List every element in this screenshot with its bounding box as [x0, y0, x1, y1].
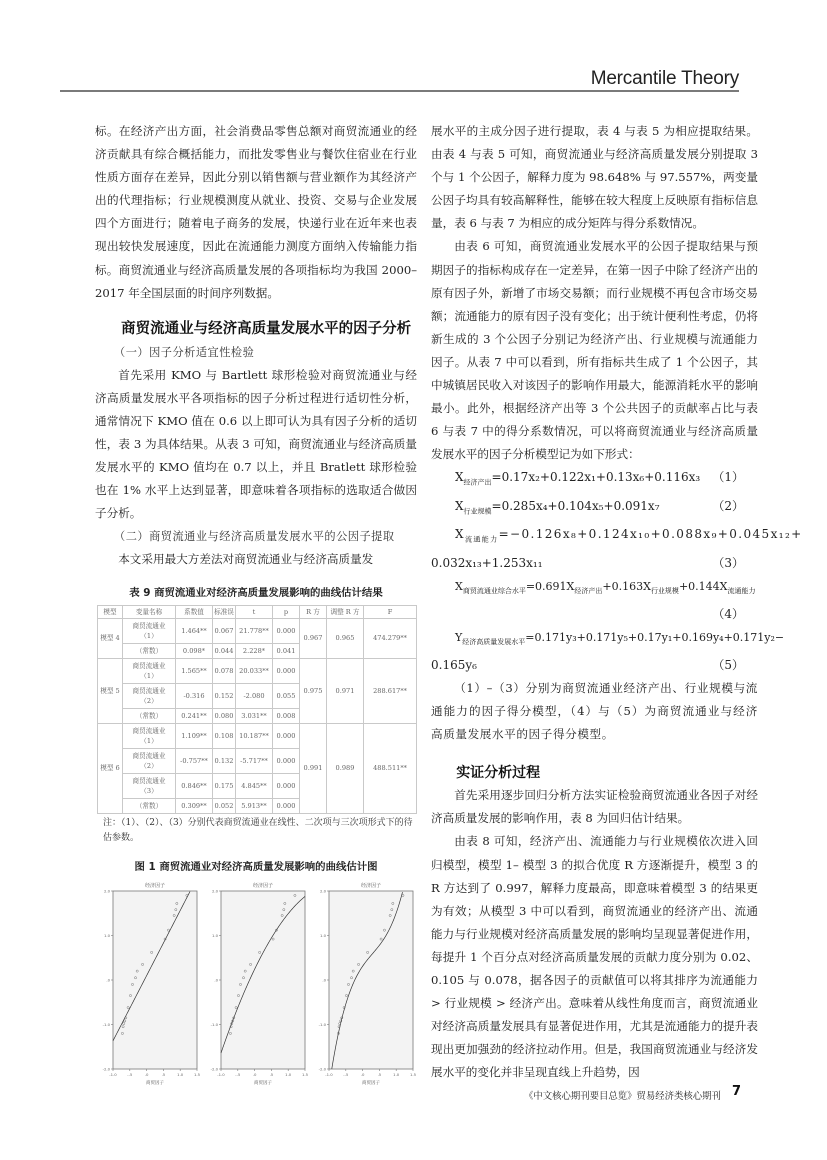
y-tick-label: 1.0: [211, 932, 218, 938]
eq5-lhs-sub: 经济高质量发展水平: [462, 637, 526, 646]
eq5-number: （5）: [712, 657, 744, 672]
equation-3-cont: [431, 552, 758, 575]
header-cell: 变量名称: [123, 605, 176, 618]
f-cell: 474.279**: [364, 618, 417, 658]
table-cell: 0.000: [273, 773, 300, 798]
table-cell: 0.175: [213, 773, 236, 798]
table-9-caption: 表 9 商贸流通业对经济高质量发展影响的曲线估计结果: [129, 586, 383, 599]
x-axis-label: 商贸因子: [146, 1080, 164, 1086]
x-axis-label: 商贸因子: [362, 1080, 380, 1086]
table-cell: 0.078: [213, 658, 236, 683]
header-cell: 调整 R 方: [327, 605, 364, 618]
table-cell: 0.241**: [176, 708, 213, 723]
table-cell: 0.000: [273, 658, 300, 683]
table-cell: （常数）: [123, 798, 176, 813]
y-tick-label: .0: [106, 977, 110, 982]
eq5-rhs-cont: 0.165y₆: [431, 657, 477, 672]
table-cell: 商贸流通业（3）: [123, 773, 176, 798]
table-cell: 4.845**: [236, 773, 273, 798]
equation-5-cont: [431, 654, 758, 677]
stepwise-regression-paragraph: 首先采用逐步回归分析方法实证检验商贸流通业各因子对经济高质量发展的影响作用，表 8 为回归估计结果。: [431, 788, 758, 826]
section-title-empirical-analysis: 实证分析过程: [456, 765, 541, 782]
model-name-cell: 模型 5: [98, 658, 123, 723]
table-cell: （常数）: [123, 643, 176, 658]
f-cell: 488.511**: [364, 723, 417, 813]
x-tick-label: -.5: [343, 1071, 349, 1077]
eq2-number: （2）: [712, 498, 744, 513]
eq4-sub-a: 经济产出: [574, 586, 603, 595]
footer-journal-note: 《中文核心期刊要目总览》贸易经济类核心期刊: [524, 1091, 721, 1102]
table-cell: 0.000: [273, 748, 300, 773]
table-header-row: [98, 605, 417, 618]
r2-cell: 0.975: [300, 658, 327, 723]
eq1-lhs: X: [455, 470, 464, 485]
x-tick-label: .0: [252, 1071, 257, 1077]
header-rule: [60, 90, 739, 92]
y-tick-label: 2.0: [319, 888, 326, 893]
plot-area: [113, 891, 197, 1069]
header-cell: t: [236, 605, 273, 618]
factor-result-paragraph: 由表 6 可知，商贸流通业发展水平的公因子提取结果与预期因子的指标构成存在一定差异，在第一因子中除了经济产出的原有因子外，新增了市场交易额；而行业规模不再包含市场交易额；流通能力的原有因子没有变化；出于统计便利性考虑，仍将新生成的 3 个公因子分别记为经济产出、行业规模与流通能力因子。从表 7 中可以看到，所有指标共生成了 1 个公因子，其中城镇居民收入对该因子的影响作用最大，能源消耗水平的影响最小。此外，根据经济产出等 3 个公共因子的贡献率占比与表 6 与表 7 中的得分系数情况，可以将商贸流通业与经济高质量发展水平的因子分析模型记为如下形式：: [431, 239, 758, 462]
subheading-common-factor-extraction: （二）商贸流通业与经济高质量发展水平的公因子提取: [114, 530, 395, 544]
eq3-lhs: X: [455, 527, 465, 542]
y-tick-label: -1.0: [102, 1021, 110, 1027]
x-axis-label: 商贸因子: [254, 1080, 272, 1086]
eq4-lhs-sub: 商贸流通业综合水平: [462, 586, 526, 595]
table-9: [97, 605, 417, 814]
table-cell: 0.132: [213, 748, 236, 773]
table-cell: 0.309**: [176, 798, 213, 813]
figure-1-caption: 图 1 商贸流通业对经济高质量发展影响的曲线估计图: [134, 860, 378, 873]
eq4-rhs-c: +0.144X: [678, 579, 728, 593]
r2-cell: 0.991: [300, 723, 327, 813]
eq3-rhs: =−0.126x₈+0.124x₁₀+0.088x₉+0.045x₁₂+: [498, 527, 803, 542]
table-cell: -5.717**: [236, 748, 273, 773]
table-cell: 0.055: [273, 683, 300, 708]
table-cell: 商贸流通业（2）: [123, 683, 176, 708]
table-row: [98, 723, 417, 748]
equation-5: [431, 626, 785, 654]
equation-4-number-line: [431, 603, 758, 626]
journal-section-title: Mercantile Theory: [590, 68, 739, 89]
chart-linear-fit: [97, 879, 201, 1087]
table-cell: 2.228*: [236, 643, 273, 658]
y-tick-label: -2.0: [210, 1066, 218, 1071]
x-tick-label: .5: [377, 1071, 382, 1077]
header-cell: 系数值: [176, 605, 213, 618]
eq3-number: （3）: [712, 555, 744, 570]
table-cell: 0.044: [213, 643, 236, 658]
table-cell: 0.000: [273, 618, 300, 643]
chart-title: 经济因子: [144, 882, 166, 889]
regression-result-paragraph: 由表 8 可知，经济产出、流通能力与行业规模依次进入回归模型，模型 1– 模型 3 的拟合优度 R 方逐渐提升，模型 3 的 R 方达到了 0.997，解释力度最高，即意味着模型 3 的结果更为有效；从模型 3 中可以看到，商贸流通业的经济产出、流通能力与行业规模对经济高质量发展的影响均呈现显著促进作用，每提升 1 个百分点对经济高质量发展的贡献力度分别为 0.02、0.105 与 0.078，据各因子的贡献值可以将其排序为流通能力 > 行业规模 > 经济产出。意味着从线性角度而言，商贸流通业对经济高质量发展具有显著促进作用，尤其是流通能力的提升表现出更加强劲的经济拉动作用。但是，我国商贸流通业与经济发展水平的变化并非呈现直线上升趋势，因: [431, 834, 758, 1080]
subheading-suitability-test: （一）因子分析适宜性检验: [114, 345, 255, 359]
chart-title: 经济因子: [360, 882, 382, 889]
table-cell: 1.109**: [176, 723, 213, 748]
adj-r2-cell: 0.965: [327, 618, 364, 658]
chart-cubic-fit: [313, 879, 417, 1087]
x-tick-label: 1.0: [285, 1071, 292, 1077]
x-tick-label: -.5: [235, 1071, 241, 1077]
eq4-sub-b: 行业规模: [650, 586, 679, 595]
table-cell: 0.008: [273, 708, 300, 723]
x-tick-label: 1.0: [177, 1071, 184, 1077]
plot-area: [221, 891, 305, 1069]
model-name-cell: 模型 4: [98, 618, 123, 658]
header-cell: R 方: [300, 605, 327, 618]
x-tick-label: 1.0: [393, 1071, 400, 1077]
eq4-rhs-b: +0.163X: [602, 579, 651, 593]
chart-quadratic-fit: [205, 879, 309, 1087]
y-tick-label: -1.0: [210, 1021, 218, 1027]
adj-r2-cell: 0.971: [327, 658, 364, 723]
table-cell: 0.052: [213, 798, 236, 813]
equation-1: [431, 466, 758, 494]
f-cell: 288.617**: [364, 658, 417, 723]
x-tick-label: .0: [360, 1071, 365, 1077]
table-cell: 0.041: [273, 643, 300, 658]
y-tick-label: 1.0: [103, 932, 110, 938]
extraction-paragraph-cont: 展水平的主成分因子进行提取，表 4 与表 5 为相应提取结果。由表 4 与表 5 可知，商贸流通业与经济高质量发展分别提取 3 个与 1 个公因子，解释力度为 98.648% 与 97.557%，两变量公因子均具有较高解释性，能够在较大程度上反映原有指标信息量，表 6 与表 7 为相应的成分矩阵与得分系数情况。: [431, 124, 758, 231]
table-row: [98, 658, 417, 683]
x-tick-label: .5: [161, 1071, 166, 1077]
table-cell: 商贸流通业（2）: [123, 748, 176, 773]
table-cell: 0.152: [213, 683, 236, 708]
table-cell: 商贸流通业（1）: [123, 618, 176, 643]
x-tick-label: .0: [144, 1071, 149, 1077]
table-cell: 21.778**: [236, 618, 273, 643]
right-column: [431, 120, 803, 1084]
equation-4: [431, 575, 758, 603]
table-row: [98, 618, 417, 643]
table-cell: -0.757**: [176, 748, 213, 773]
equation-2: [431, 495, 758, 523]
left-column: [95, 120, 417, 1087]
eq2-lhs: X: [455, 498, 464, 513]
model-name-cell: 模型 6: [98, 723, 123, 813]
y-tick-label: -1.0: [318, 1021, 326, 1027]
y-tick-label: -2.0: [318, 1066, 326, 1071]
eq2-rhs: =0.285x₄+0.104x₅+0.091x₇: [491, 498, 660, 513]
intro-paragraph: 标。在经济产出方面，社会消费品零售总额对商贸流通业的经济贡献具有综合概括能力，而批发零售业与餐饮住宿业在行业性质方面存在差异，因此分别以销售额与营业额作为其经济产出的代理指标；行业规模测度从就业、投资、交易与企业发展四个方面进行；随着电子商务的发展，快递行业在近年来也表现出较快发展速度，因此在流通能力测度方面纳入传输能力指标。商贸流通业与经济高质量发展的各项指标均为我国 2000–2017 年全国层面的时间序列数据。: [95, 124, 417, 300]
x-tick-label: 1.5: [193, 1071, 201, 1077]
x-tick-label: -1.0: [217, 1071, 225, 1077]
chart-title: 经济因子: [252, 882, 274, 889]
x-tick-label: .5: [269, 1071, 274, 1077]
table-cell: -2.080: [236, 683, 273, 708]
x-tick-label: -1.0: [325, 1071, 333, 1077]
table-cell: 3.031**: [236, 708, 273, 723]
y-tick-label: 2.0: [211, 888, 218, 893]
y-tick-label: 2.0: [103, 888, 110, 893]
header-cell: 标准误: [213, 605, 236, 618]
eq1-rhs: =0.17x₂+0.122x₁+0.13x₆+0.116x₃: [491, 470, 701, 485]
adj-r2-cell: 0.989: [327, 723, 364, 813]
page-number: 7: [732, 1084, 742, 1099]
equation-3: [431, 523, 803, 551]
y-tick-label: .0: [322, 977, 326, 982]
y-tick-label: -2.0: [102, 1066, 110, 1071]
extraction-paragraph-start: 本文采用最大方差法对商贸流通业与经济高质量发: [118, 552, 374, 567]
x-tick-label: -.5: [127, 1071, 133, 1077]
y-tick-label: .0: [214, 977, 218, 982]
table-cell: 10.187**: [236, 723, 273, 748]
header-cell: p: [273, 605, 300, 618]
eq1-lhs-sub: 经济产出: [463, 478, 492, 487]
x-tick-label: -1.0: [109, 1071, 117, 1077]
eq4-lhs: X: [455, 579, 463, 593]
r2-cell: 0.967: [300, 618, 327, 658]
table-cell: 20.033**: [236, 658, 273, 683]
table-cell: 0.846**: [176, 773, 213, 798]
eq2-lhs-sub: 行业规模: [463, 507, 492, 516]
table-9-note: 注：（1）、（2）、（3）分别代表商贸流通业在线性、二次项与三次项形式下的待估参数。: [103, 817, 413, 843]
eq4-sub-c: 流通能力: [727, 586, 756, 595]
eq3-rhs-cont: 0.032x₁₃+1.253x₁₁: [431, 555, 543, 570]
kmo-paragraph: 首先采用 KMO 与 Bartlett 球形检验对商贸流通业与经济高质量发展水平各项指标的因子分析过程进行适切性分析，通常情况下 KMO 值在 0.6 以上即可认为具有因子分析的适切性，表 3 为具体结果。从表 3 可知，商贸流通业与经济高质量发展水平的 KMO 值均在 0.7 以上，并且 Bratlett 球形检验也在 1% 水平上达到显著，即意味着各项指标的选取适合做因子分析。: [95, 367, 417, 521]
table-cell: 0.067: [213, 618, 236, 643]
table-cell: （常数）: [123, 708, 176, 723]
header-cell: 模型: [98, 605, 123, 618]
y-tick-label: 1.0: [319, 932, 326, 938]
table-cell: 0.098*: [176, 643, 213, 658]
header-cell: F: [364, 605, 417, 618]
table-cell: 商贸流通业（1）: [123, 723, 176, 748]
x-tick-label: 1.5: [409, 1071, 417, 1077]
table-cell: 0.000: [273, 723, 300, 748]
eq5-lhs: Y: [455, 630, 463, 644]
table-cell: 0.000: [273, 798, 300, 813]
table-cell: 5.913**: [236, 798, 273, 813]
eq1-number: （1）: [712, 470, 744, 485]
section-title-factor-analysis: 商贸流通业与经济高质量发展水平的因子分析: [121, 320, 412, 337]
plot-area: [329, 891, 413, 1069]
table-cell: 0.080: [213, 708, 236, 723]
eq4-number: （4）: [712, 606, 744, 621]
eq4-rhs-a: =0.691X: [525, 579, 575, 593]
table-cell: 商贸流通业（1）: [123, 658, 176, 683]
figure-1: [97, 879, 417, 1087]
model-description-paragraph: （1）–（3）分别为商贸流通业经济产出、行业规模与流通能力的因子得分模型，（4）与（5）为商贸流通业与经济高质量发展水平的因子得分模型。: [431, 680, 758, 742]
table-cell: 0.108: [213, 723, 236, 748]
table-cell: 1.565**: [176, 658, 213, 683]
eq3-lhs-sub: 流通能力: [464, 535, 499, 544]
table-cell: 1.464**: [176, 618, 213, 643]
table-cell: -0.316: [176, 683, 213, 708]
x-tick-label: 1.5: [301, 1071, 309, 1077]
eq5-rhs: =0.171y₃+0.171y₅+0.17y₁+0.169y₄+0.171y₂−: [525, 630, 785, 644]
